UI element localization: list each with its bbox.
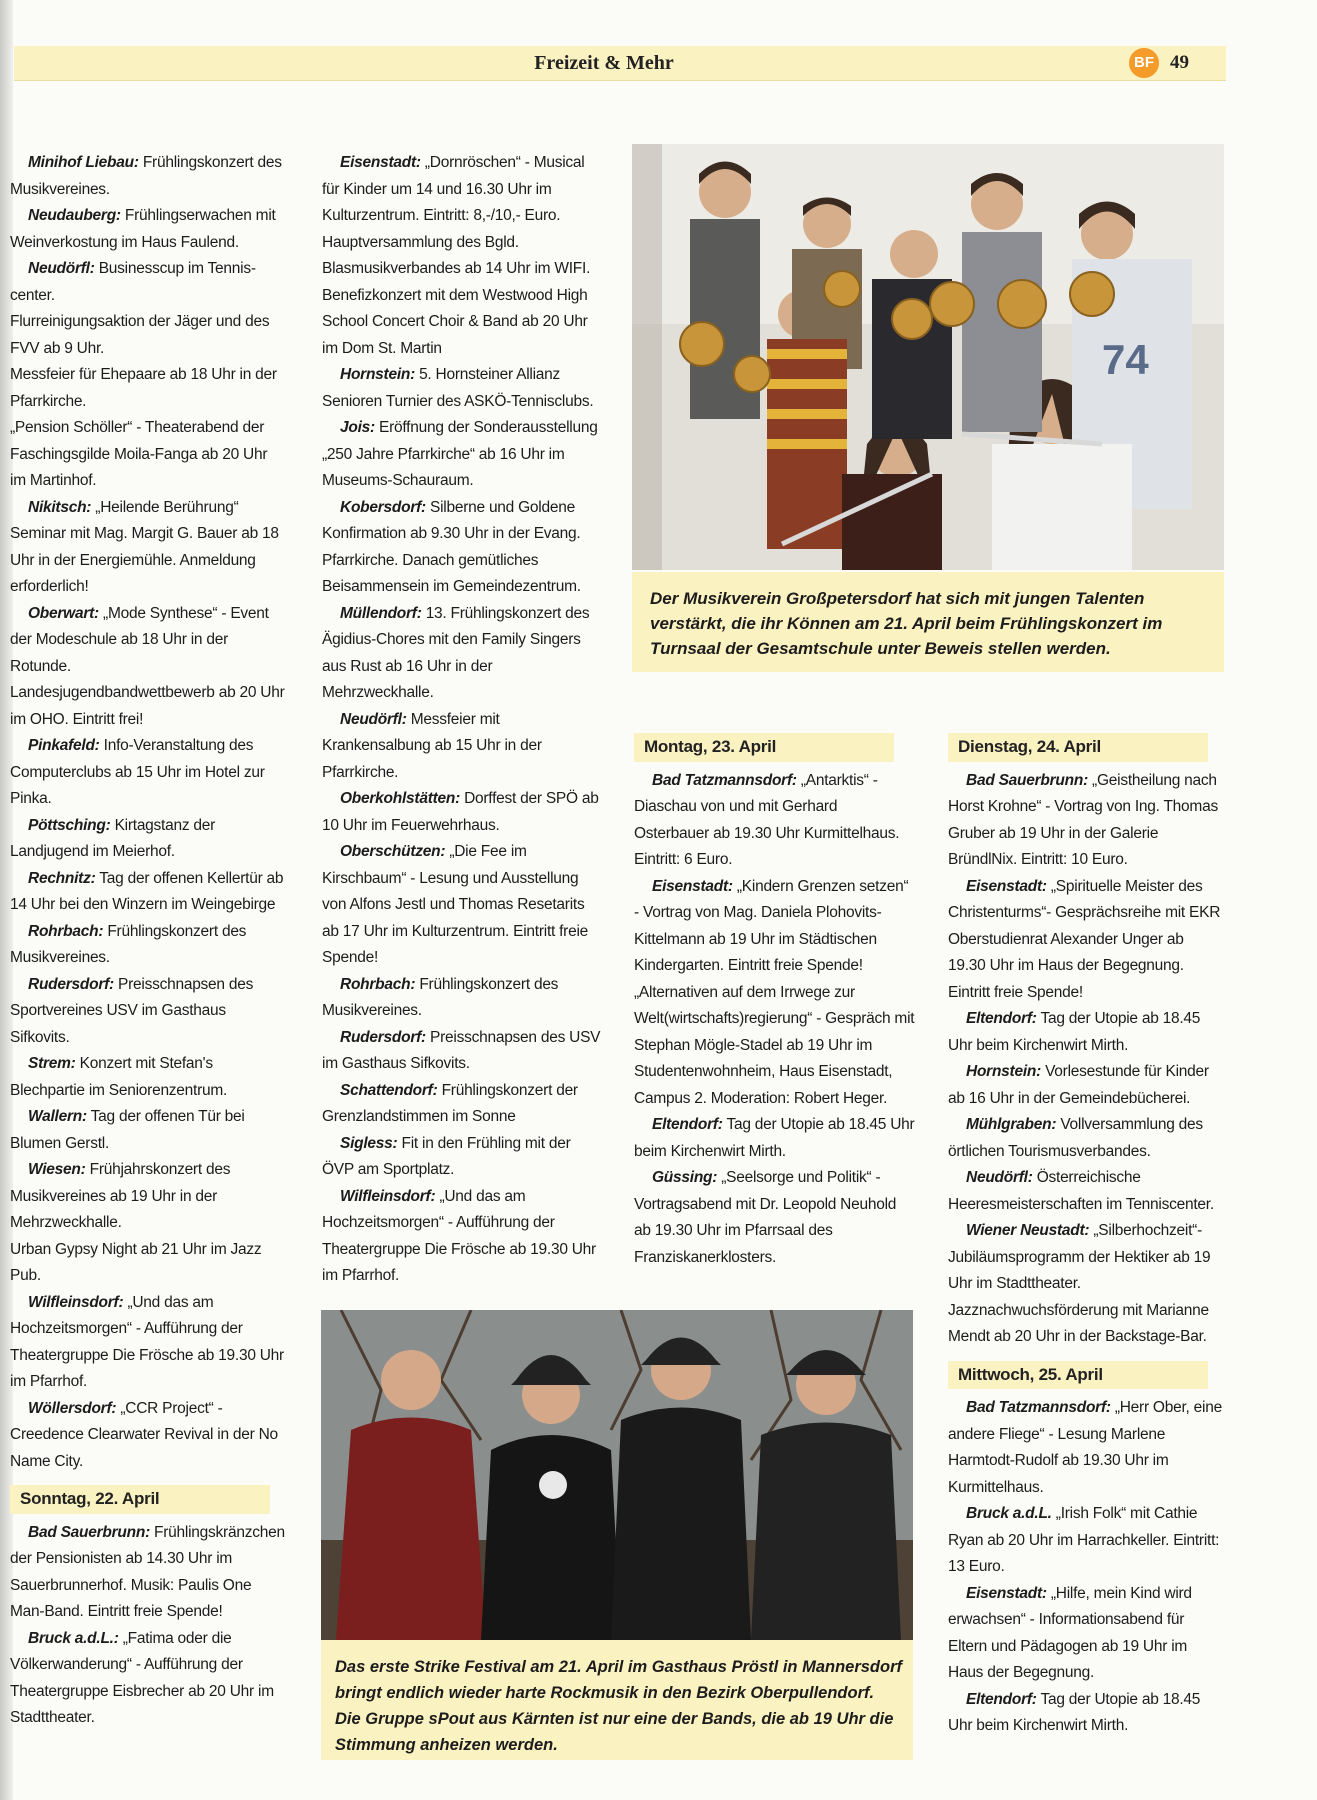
event-place: Bad Tatzmannsdorf: xyxy=(652,771,797,789)
event-description: „Pension Schöller“ - Theaterabend der Faschingsgilde Moila-Fanga ab 20 Uhr im Martinhof. xyxy=(10,419,268,489)
event-description: Frühlingskonzert des Musikvereines. xyxy=(322,975,559,1019)
event-description: Messfeier mit Krankensalbung ab 15 Uhr in der Pfarrkirche. xyxy=(322,710,542,781)
event-place: Müllendorf: xyxy=(340,604,422,622)
event-entry xyxy=(634,1165,916,1271)
event-place: Hornstein: xyxy=(340,366,415,383)
event-place: Eltendorf: xyxy=(652,1116,723,1133)
event-description: „Seelsorge und Politik“ - Vortragsabend mit Dr. Leopold Neuhold ab 19.30 Uhr im Pfarrsaal des Franziskanerklosters. xyxy=(634,1169,897,1266)
event-description: „Antarktis“ - Diaschau von und mit Gerhard Osterbauer ab 19.30 Uhr Kurmittelhaus. Eintritt: 6 Euro. xyxy=(634,771,900,868)
event-entry xyxy=(10,362,285,415)
event-description: Frühlingskränzchen der Pensionisten ab 14.30 Uhr im Sauerbrunnerhof. Musik: Paulis One Man-Band. Eintritt freie Spende! xyxy=(10,1523,285,1620)
event-entry xyxy=(948,1581,1223,1687)
day-heading: Montag, 23. April xyxy=(634,733,894,762)
event-description: „Kindern Grenzen setzen“ - Vortrag von Mag. Daniela Plohovits-Kittelmann ab 19 Uhr im Städtischen Kindergarten. Eintritt freie Spende! xyxy=(634,877,909,974)
photo-rock-band xyxy=(321,1310,913,1640)
event-place: Kobersdorf: xyxy=(340,498,426,516)
event-place: Neudörfl: xyxy=(28,260,95,277)
event-description: Vorlesestunde für Kinder ab 16 Uhr in der Gemeindebücherei. xyxy=(948,1063,1209,1107)
section-title: Freizeit & Mehr xyxy=(534,52,674,74)
event-entry xyxy=(634,768,916,874)
event-place: Bad Sauerbrunn: xyxy=(966,771,1088,789)
event-place: Bruck a.d.L. xyxy=(966,1505,1052,1522)
event-entry xyxy=(322,1184,604,1290)
event-description: Frühjahrskonzert des Musikvereines ab 19 Uhr in der Mehrzweckhalle. xyxy=(10,1161,231,1231)
event-place: Eisenstadt: xyxy=(966,1584,1047,1602)
event-entry xyxy=(948,1395,1223,1501)
events-column-3 xyxy=(634,733,916,1271)
event-place: Eltendorf: xyxy=(966,1690,1037,1708)
event-place: Wöllersdorf: xyxy=(28,1399,117,1417)
event-entry xyxy=(948,1218,1223,1298)
event-place: Hornstein: xyxy=(966,1063,1041,1080)
event-place: Mühlgraben: xyxy=(966,1116,1057,1133)
event-entry xyxy=(10,1520,285,1626)
event-entry xyxy=(10,1051,285,1104)
event-list xyxy=(634,768,916,1272)
event-description: 5. Hornsteiner Allianz Senioren Turnier des ASKÖ-Tennisclubs. xyxy=(322,366,594,410)
event-entry xyxy=(10,1104,285,1157)
event-entry xyxy=(322,601,604,707)
day-heading: Mittwoch, 25. April xyxy=(948,1361,1208,1390)
event-description: Messfeier für Ehepaare ab 18 Uhr in der Pfarrkirche. xyxy=(10,366,277,410)
event-place: Minihof Liebau: xyxy=(28,154,139,171)
event-description: „Irish Folk“ mit Cathie Ryan ab 20 Uhr im Harrachkeller. Eintritt: 13 Euro. xyxy=(948,1505,1220,1575)
day-heading: Dienstag, 24. April xyxy=(948,733,1208,762)
photo-caption: Der Musikverein Großpetersdorf hat sich mit jungen Talenten verstärkt, die ihr Können am 21. April beim Frühlingskonzert im Turnsaal der Gesamtschule unter Beweis stellen werden. xyxy=(632,572,1224,672)
event-place: Oberwart: xyxy=(28,604,99,622)
event-description: Silberne und Goldene Konfirmation ab 9.30 Uhr in der Evang. Pfarrkirche. Danach gemütliches Beisammensein im Gemeindezentrum. xyxy=(322,498,581,595)
event-place: Rohrbach: xyxy=(340,975,416,993)
event-description: 13. Frühlingskonzert des Ägidius-Chores mit den Family Singers aus Rust ab 16 Uhr in der Mehrzweckhalle. xyxy=(322,604,590,701)
event-place: Strem: xyxy=(28,1055,76,1072)
page-number: 49 xyxy=(1170,52,1189,73)
event-entry xyxy=(322,707,604,787)
event-place: Neudörfl: xyxy=(966,1169,1033,1186)
svg-text:74: 74 xyxy=(1102,336,1149,383)
event-entry xyxy=(10,309,285,362)
event-description: „Spirituelle Meister des Christenturms“- Gesprächsreihe mit EKR Oberstudienrat Alexander Unger ab 19.30 Uhr im Haus der Begegnung. Eintritt freie Spende! xyxy=(948,877,1221,1001)
event-entry xyxy=(634,874,916,980)
event-entry xyxy=(322,150,604,230)
event-place: Jois: xyxy=(340,419,375,436)
event-description: Tag der offenen Kellertür ab 14 Uhr bei den Winzern im Weingebirge xyxy=(10,869,284,913)
photo-caption: Das erste Strike Festival am 21. April im Gasthaus Pröstl in Mannersdorf bringt endlich wieder harte Rockmusik in den Bezirk Oberpullendorf. Die Gruppe sPout aus Kärnten ist nur eine der Bands, die ab 19 Uhr die Stimmung anheizen werden. xyxy=(321,1640,913,1760)
event-entry xyxy=(322,1025,604,1078)
event-list xyxy=(10,150,285,1475)
event-entry xyxy=(948,1501,1223,1581)
event-entry xyxy=(634,980,916,1113)
event-description: Dorffest der SPÖ ab 10 Uhr im Feuerwehrhaus. xyxy=(322,790,599,834)
event-description: „Hilfe, mein Kind wird erwachsen“ - Informationsabend für Eltern und Pädagogen ab 19 Uhr im Haus der Begegnung. xyxy=(948,1584,1192,1681)
event-place: Bad Sauerbrunn: xyxy=(28,1523,150,1541)
bf-logo-icon: BF xyxy=(1127,46,1161,80)
event-place: Schattendorf: xyxy=(340,1081,438,1099)
event-entry xyxy=(10,972,285,1052)
event-description: „Dornröschen“ - Musical für Kinder um 14 und 16.30 Uhr im Kulturzentrum. Eintritt: 8,-/10,- Euro. xyxy=(322,154,585,224)
event-description: Frühlingskonzert des Musikvereines. xyxy=(10,922,247,966)
event-place: Wiesen: xyxy=(28,1161,86,1178)
event-description: „CCR Project“ - Creedence Clearwater Revival in der No Name City. xyxy=(10,1399,278,1470)
event-entry xyxy=(948,1059,1223,1112)
event-entry xyxy=(948,1165,1223,1218)
event-list xyxy=(10,1520,285,1732)
event-description: Fit in den Frühling mit der ÖVP am Sportplatz. xyxy=(322,1134,571,1178)
event-description: „Fatima oder die Völkerwanderung“ - Aufführung der Theatergruppe Eisbrecher ab 20 Uhr im Stadttheater. xyxy=(10,1629,274,1726)
event-description: Konzert mit Stefan's Blechpartie im Seniorenzentrum. xyxy=(10,1055,228,1099)
event-entry xyxy=(10,1157,285,1237)
event-description: Frühlingserwachen mit Weinverkostung im Haus Faulend. xyxy=(10,207,276,251)
event-place: Neudörfl: xyxy=(340,710,407,728)
event-entry xyxy=(948,1006,1223,1059)
event-description: Businesscup im Tennis-center. xyxy=(10,260,256,304)
event-entry xyxy=(10,1396,285,1476)
event-place: Bruck a.d.L.: xyxy=(28,1629,119,1647)
event-description: Hauptversammlung des Bgld. Blasmusikverbandes ab 14 Uhr im WIFI. xyxy=(322,233,591,277)
event-place: Bad Tatzmannsdorf: xyxy=(966,1399,1111,1416)
event-entry xyxy=(10,866,285,919)
event-place: Rohrbach: xyxy=(28,922,104,940)
event-description: Tag der Utopie ab 18.45 Uhr beim Kirchenwirt Mirth. xyxy=(948,1010,1201,1054)
event-entry xyxy=(322,362,604,415)
event-place: Wallern: xyxy=(28,1108,87,1125)
event-description: „Herr Ober, eine andere Fliege“ - Lesung Marlene Harmtodt-Rudolf ab 19.30 Uhr im Kurmittelhaus. xyxy=(948,1399,1222,1496)
event-entry xyxy=(322,495,604,601)
event-entry xyxy=(10,601,285,681)
event-place: Nikitsch: xyxy=(28,498,92,516)
event-description: Urban Gypsy Night ab 21 Uhr im Jazz Pub. xyxy=(10,1240,262,1284)
rock-band-illustration xyxy=(321,1310,913,1640)
event-description: „Alternativen auf dem Irrwege zur Welt(wirtschafts)regierung“ - Gespräch mit Stephan Mögle-Stadel ab 19 Uhr im Studentenwohnheim, Haus Eisenstadt, Campus 2. Moderation: Robert Heger. xyxy=(634,983,915,1107)
event-entry xyxy=(322,786,604,839)
day-heading: Sonntag, 22. April xyxy=(10,1485,270,1514)
event-entry xyxy=(948,1112,1223,1165)
event-list xyxy=(948,768,1223,1351)
event-place: Rudersdorf: xyxy=(340,1028,426,1046)
event-place: Oberschützen: xyxy=(340,843,446,860)
event-entry xyxy=(322,283,604,363)
event-place: Eisenstadt: xyxy=(652,877,733,895)
event-entry xyxy=(10,203,285,256)
event-entry xyxy=(10,733,285,813)
event-place: Güssing: xyxy=(652,1169,718,1186)
event-entry xyxy=(10,919,285,972)
event-description: Info-Veranstaltung des Computerclubs ab 15 Uhr im Hotel zur Pinka. xyxy=(10,737,265,807)
event-description: Frühlingskonzert der Grenzlandstimmen im Sonne xyxy=(322,1081,578,1125)
event-entry xyxy=(10,813,285,866)
event-place: Wilfleinsdorf: xyxy=(340,1187,436,1205)
event-place: Rechnitz: xyxy=(28,869,96,887)
music-club-illustration xyxy=(632,144,1224,570)
event-description: „Die Fee im Kirschbaum“ - Lesung und Ausstellung von Alfons Jestl und Thomas Resetarits ab 17 Uhr im Kulturzentrum. Eintritt freie Spende! xyxy=(322,843,589,966)
event-description: „Geistheilung nach Horst Krohne“ - Vortrag von Ing. Thomas Gruber ab 19 Uhr in der Galerie BründlNix. Eintritt: 10 Euro. xyxy=(948,771,1218,868)
event-place: Oberkohlstätten: xyxy=(340,790,461,807)
event-description: Benefizkonzert mit dem Westwood High School Concert Choir & Band ab 20 Uhr im Dom St. Martin xyxy=(322,286,588,357)
event-list xyxy=(948,1395,1223,1740)
event-description: Flurreinigungsaktion der Jäger und des FVV ab 9 Uhr. xyxy=(10,313,270,357)
event-place: Wiener Neustadt: xyxy=(966,1222,1090,1239)
event-entry xyxy=(10,495,285,601)
event-description: „Mode Synthese“ - Event der Modeschule ab 18 Uhr in der Rotunde. xyxy=(10,604,269,675)
event-entry xyxy=(322,1078,604,1131)
event-description: Jazznachwuchsförderung mit Marianne Mendt ab 20 Uhr in der Backstage-Bar. xyxy=(948,1301,1209,1345)
event-place: Eisenstadt: xyxy=(966,877,1047,895)
event-place: Eltendorf: xyxy=(966,1010,1037,1027)
event-place: Wilfleinsdorf: xyxy=(28,1293,124,1311)
event-entry xyxy=(10,150,285,203)
event-place: Pöttsching: xyxy=(28,816,111,834)
event-description: „Und das am Hochzeitsmorgen“ - Aufführung der Theatergruppe Die Frösche ab 19.30 Uhr im Pfarrhof. xyxy=(10,1293,284,1390)
events-column-4 xyxy=(948,733,1223,1740)
event-entry xyxy=(634,1112,916,1165)
event-entry xyxy=(948,768,1223,874)
page-header-bar xyxy=(14,46,1226,81)
event-entry xyxy=(322,415,604,495)
event-place: Sigless: xyxy=(340,1134,398,1152)
event-description: Eröffnung der Sonderausstellung „250 Jahre Pfarrkirche“ ab 16 Uhr im Museums-Schauraum. xyxy=(322,419,598,489)
event-description: Kirtagstanz der Landjugend im Meierhof. xyxy=(10,816,216,860)
event-entry xyxy=(948,874,1223,1007)
event-entry xyxy=(10,1237,285,1290)
events-column-2 xyxy=(322,150,604,1290)
event-description: Tag der Utopie ab 18.45 Uhr beim Kirchenwirt Mirth. xyxy=(948,1690,1201,1734)
events-column-1 xyxy=(10,150,285,1732)
event-description: Tag der offenen Tür bei Blumen Gerstl. xyxy=(10,1108,245,1152)
event-entry xyxy=(10,1626,285,1732)
event-place: Rudersdorf: xyxy=(28,975,114,993)
event-entry xyxy=(948,1687,1223,1740)
event-entry xyxy=(322,839,604,972)
event-entry xyxy=(10,256,285,309)
event-entry xyxy=(322,230,604,283)
event-entry xyxy=(948,1298,1223,1351)
event-description: Vollversammlung des örtlichen Tourismusverbandes. xyxy=(948,1116,1203,1160)
event-description: „Silberhochzeit“- Jubiläumsprogramm der Hektiker ab 19 Uhr im Stadttheater. xyxy=(948,1222,1211,1292)
event-entry xyxy=(322,1131,604,1184)
event-description: Frühlingskonzert des Musikvereines. xyxy=(10,154,282,198)
event-description: Preisschnapsen des Sportvereines USV im Gasthaus Sifkovits. xyxy=(10,975,254,1046)
event-list xyxy=(322,150,604,1290)
event-entry xyxy=(322,972,604,1025)
event-place: Pinkafeld: xyxy=(28,737,100,754)
event-description: Preisschnapsen des USV im Gasthaus Sifkovits. xyxy=(322,1028,601,1072)
event-description: „Und das am Hochzeitsmorgen“ - Aufführung der Theatergruppe Die Frösche ab 19.30 Uhr im Pfarrhof. xyxy=(322,1187,596,1284)
photo-music-club xyxy=(632,144,1224,570)
event-place: Neudauberg: xyxy=(28,207,121,224)
event-place: Eisenstadt: xyxy=(340,154,421,171)
event-description: „Heilende Berührung“ Seminar mit Mag. Margit G. Bauer ab 18 Uhr in der Energiemühle. Anmeldung erforderlich! xyxy=(10,498,279,595)
event-description: Landesjugendbandwettbewerb ab 20 Uhr im OHO. Eintritt frei! xyxy=(10,684,285,728)
event-entry xyxy=(10,680,285,733)
event-entry xyxy=(10,1290,285,1396)
event-entry xyxy=(10,415,285,495)
event-description: Österreichische Heeresmeisterschaften im Tenniscenter. xyxy=(948,1169,1214,1213)
event-description: Tag der Utopie ab 18.45 Uhr beim Kirchenwirt Mirth. xyxy=(634,1116,915,1160)
